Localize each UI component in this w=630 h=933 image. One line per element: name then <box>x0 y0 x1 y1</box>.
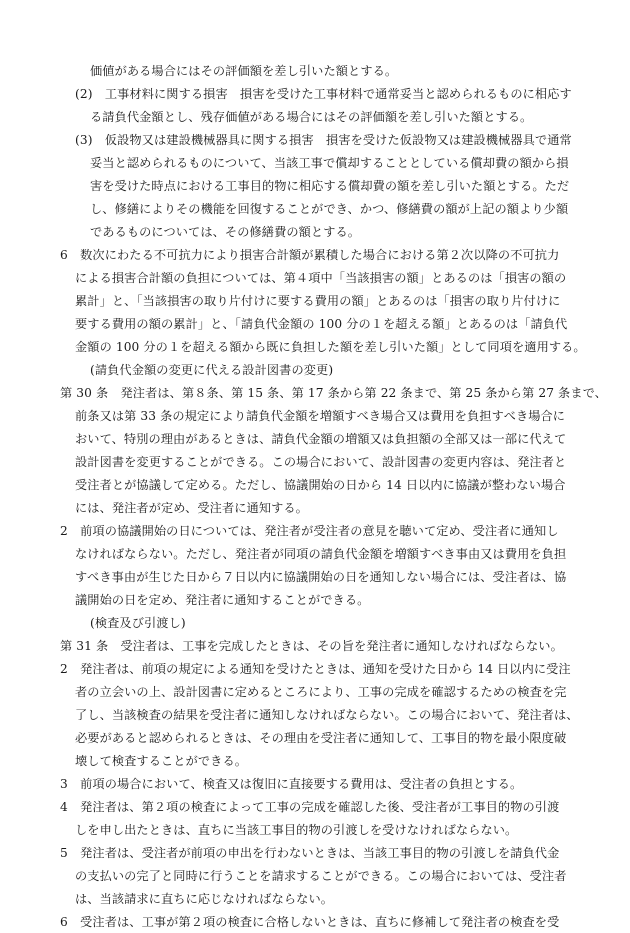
section-heading: (請負代金額の変更に代える設計図書の変更) <box>90 363 334 377</box>
text-line: 必要があると認められるときは、その理由を受注者に通知して、工事目的物を最小限度破 <box>75 731 567 745</box>
article-heading-line: 第 31 条 受注者は、工事を完成したときは、その旨を発注者に通知しなければならない。 <box>60 639 563 653</box>
text-line: すべき事由が生じた日から７日以内に協議開始の日を通知しない場合には、受注者は、協 <box>75 570 567 584</box>
text-line: しを申し出たときは、直ちに当該工事目的物の引渡しを受けなければならない。 <box>75 823 518 837</box>
text-line: 者の立会いの上、設計図書に定めるところにより、工事の完成を確認するための検査を完 <box>75 685 567 699</box>
text-line: 2 前項の協議開始の日については、発注者が受注者の意見を聴いて定め、受注者に通知し <box>60 524 559 538</box>
text-line: 前条又は第 33 条の規定により請負代金額を増額すべき場合又は費用を負担すべき場合に <box>75 409 566 423</box>
article-heading-line: 第 30 条 発注者は、第８条、第 15 条、第 17 条から第 22 条まで、第 25 条から第 27 条まで、 <box>60 386 607 400</box>
text-line: 妥当と認められるものについて、当該工事で償却することとしている償却費の額から損 <box>90 156 569 170</box>
text-line: 壊して検査することができる。 <box>75 754 248 768</box>
text-line: 3 前項の場合において、検査又は復旧に直接要する費用は、受注者の負担とする。 <box>60 777 523 791</box>
text-line: 害を受けた時点における工事目的物に相応する償却費の額を差し引いた額とする。ただ <box>90 179 570 193</box>
text-line: 6 受注者は、工事が第２項の検査に合格しないときは、直ちに修補して発注者の検査を受 <box>60 915 560 929</box>
text-line: 2 発注者は、前項の規定による通知を受けたときは、通知を受けた日から 14 日以内に受注 <box>60 662 571 676</box>
text-line: (2) 工事材料に関する損害 損害を受けた工事材料で通常妥当と認められるものに相応す <box>75 87 572 101</box>
text-line: による損害合計額の負担については、第４項中「当該損害の額」とあるのは「損害の額の <box>75 271 567 285</box>
text-line: 議開始の日を定め、発注者に通知することができる。 <box>75 593 370 607</box>
text-line: は、当該請求に直ちに応じなければならない。 <box>75 892 334 906</box>
text-line: 金額の 100 分の１を超える額から既に負担した額を差し引いた額」として同項を適用する。 <box>75 340 586 354</box>
text-line: であるものについては、その修繕費の額とする。 <box>90 225 361 239</box>
text-line: おいて、特別の理由があるときは、請負代金額の増額又は負担額の全部又は一部に代えて <box>75 432 567 446</box>
text-line: (3) 仮設物又は建設機械器具に関する損害 損害を受けた仮設物又は建設機械器具で通常 <box>75 133 572 147</box>
text-line: なければならない。ただし、発注者が同項の請負代金額を増額すべき事由又は費用を負担 <box>75 547 567 561</box>
text-line: し、修繕によりその機能を回復することができ、かつ、修繕費の額が上記の額より少額 <box>90 202 569 216</box>
section-heading: (検査及び引渡し) <box>90 616 186 630</box>
text-line: 4 発注者は、第２項の検査によって工事の完成を確認した後、受注者が工事目的物の引渡 <box>60 800 560 814</box>
text-line: 累計」と、「当該損害の取り片付けに要する費用の額」とあるのは「損害の取り片付けに <box>75 294 561 308</box>
text-line: の支払いの完了と同時に行うことを請求することができる。この場合においては、受注者 <box>75 869 567 883</box>
text-line: 要する費用の額の累計」と、「請負代金額の 100 分の１を超える額」とあるのは「請負代 <box>75 317 568 331</box>
text-line: 設計図書を変更することができる。この場合において、設計図書の変更内容は、発注者と <box>75 455 567 469</box>
text-line: 5 発注者は、受注者が前項の申出を行わないときは、当該工事目的物の引渡しを請負代金 <box>60 846 560 860</box>
text-line: 価値がある場合にはその評価額を差し引いた額とする。 <box>90 64 398 78</box>
text-line: には、発注者が定め、受注者に通知する。 <box>75 501 308 515</box>
text-line: 6 数次にわたる不可抗力により損害合計額が累積した場合における第２次以降の不可抗力 <box>60 248 560 262</box>
text-line: 受注者とが協議して定める。ただし、協議開始の日から 14 日以内に協議が整わない場合 <box>75 478 566 492</box>
text-line: 了し、当該検査の結果を受注者に通知しなければならない。この場合において、発注者は、 <box>75 708 579 722</box>
text-line: る請負代金額とし、残存価値がある場合にはその評価額を差し引いた額とする。 <box>90 110 533 124</box>
